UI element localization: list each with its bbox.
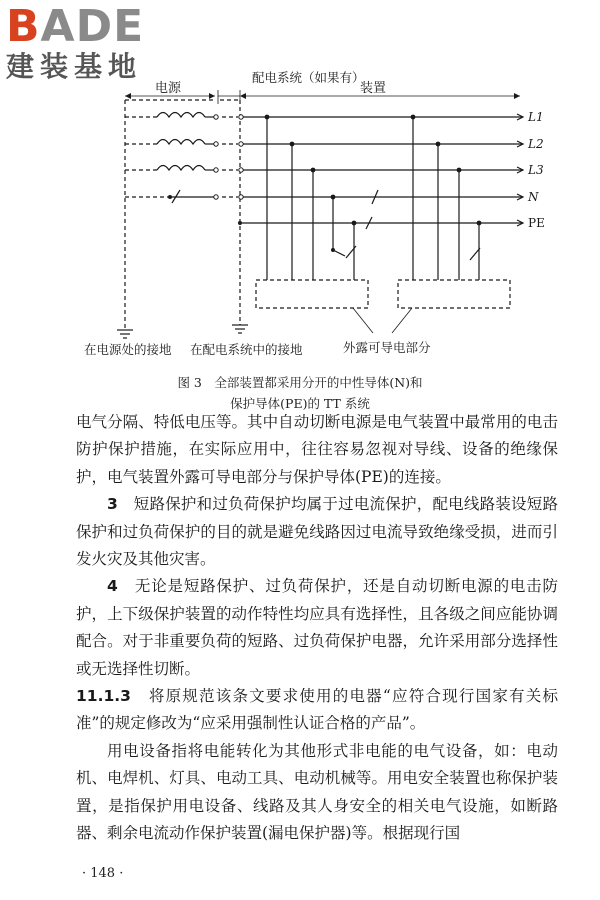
paragraph-3 <box>76 573 558 683</box>
logo-accent-letter: B <box>6 1 41 52</box>
label-exposed-parts: 外露可导电部分 <box>343 340 431 355</box>
label-l3: L3 <box>528 163 544 177</box>
paragraph-5: 用电设备指将电能转化为其他形式非电能的电气设备，如：电动机、电焊机、灯具、电动工具、电动机械等。用电安全装置也称保护装置，是指保护用电设备、线路及其人身安全的相关电气设施，如断路器、剩余电流动作保护装置(漏电保护器)等。根据现行国 <box>76 741 558 843</box>
tt-system-diagram <box>0 0 600 380</box>
figure-caption-line2: 保护导体(PE)的 TT 系统 <box>230 396 370 411</box>
label-source: 电源 <box>155 81 182 96</box>
paragraph-3-number: 4 <box>107 577 118 596</box>
logo-subtitle: 建装基地 <box>6 50 143 83</box>
clause-number: 11.1.3 <box>76 687 131 706</box>
paragraph-4 <box>76 683 558 738</box>
label-distribution: 配电系统（如果有） <box>252 70 365 85</box>
body-text <box>76 409 558 848</box>
paragraph-2-number: 3 <box>107 495 118 514</box>
label-source-earth: 在电源处的接地 <box>84 342 172 357</box>
label-l1: L1 <box>528 110 544 124</box>
paragraph-1: 电气分隔、特低电压等。其中自动切断电源是电气装置中最常用的电击防护保护措施，在实际应用中，往往容易忽视对导线、设备的绝缘保护，电气装置外露可导电部分与保护导体(PE)的连接。 <box>76 413 558 486</box>
logo-rest-letters: ADE <box>40 1 145 52</box>
label-dist-earth: 在配电系统中的接地 <box>190 342 303 357</box>
figure-caption-line1: 图 3 全部装置都采用分开的中性导体(N)和 <box>177 375 423 390</box>
label-n: N <box>528 190 539 204</box>
label-pe: PE <box>528 216 545 230</box>
label-l2: L2 <box>528 137 544 151</box>
paragraph-3-text: 无论是短路保护、过负荷保护，还是自动切断电源的电击防护，上下级保护装置的动作特性均应具有选择性，且各级之间应能协调配合。对于非重要负荷的短路、过负荷保护电器，允许采用部分选择性或无选择性切断。 <box>76 577 558 678</box>
paragraph-4-text: 将原规范该条文要求使用的电器“应符合现行国家有关标准”的规定修改为“应采用强制性认证合格的产品”。 <box>76 687 558 733</box>
page-number: · 148 · <box>82 866 124 881</box>
label-installation: 装置 <box>360 81 387 96</box>
paragraph-2 <box>76 491 558 573</box>
paragraph-2-text: 短路保护和过负荷保护均属于过电流保护，配电线路装设短路保护和过负荷保护的目的就是避免线路因过电流导致绝缘受损，进而引发火灾及其他灾害。 <box>76 495 558 569</box>
